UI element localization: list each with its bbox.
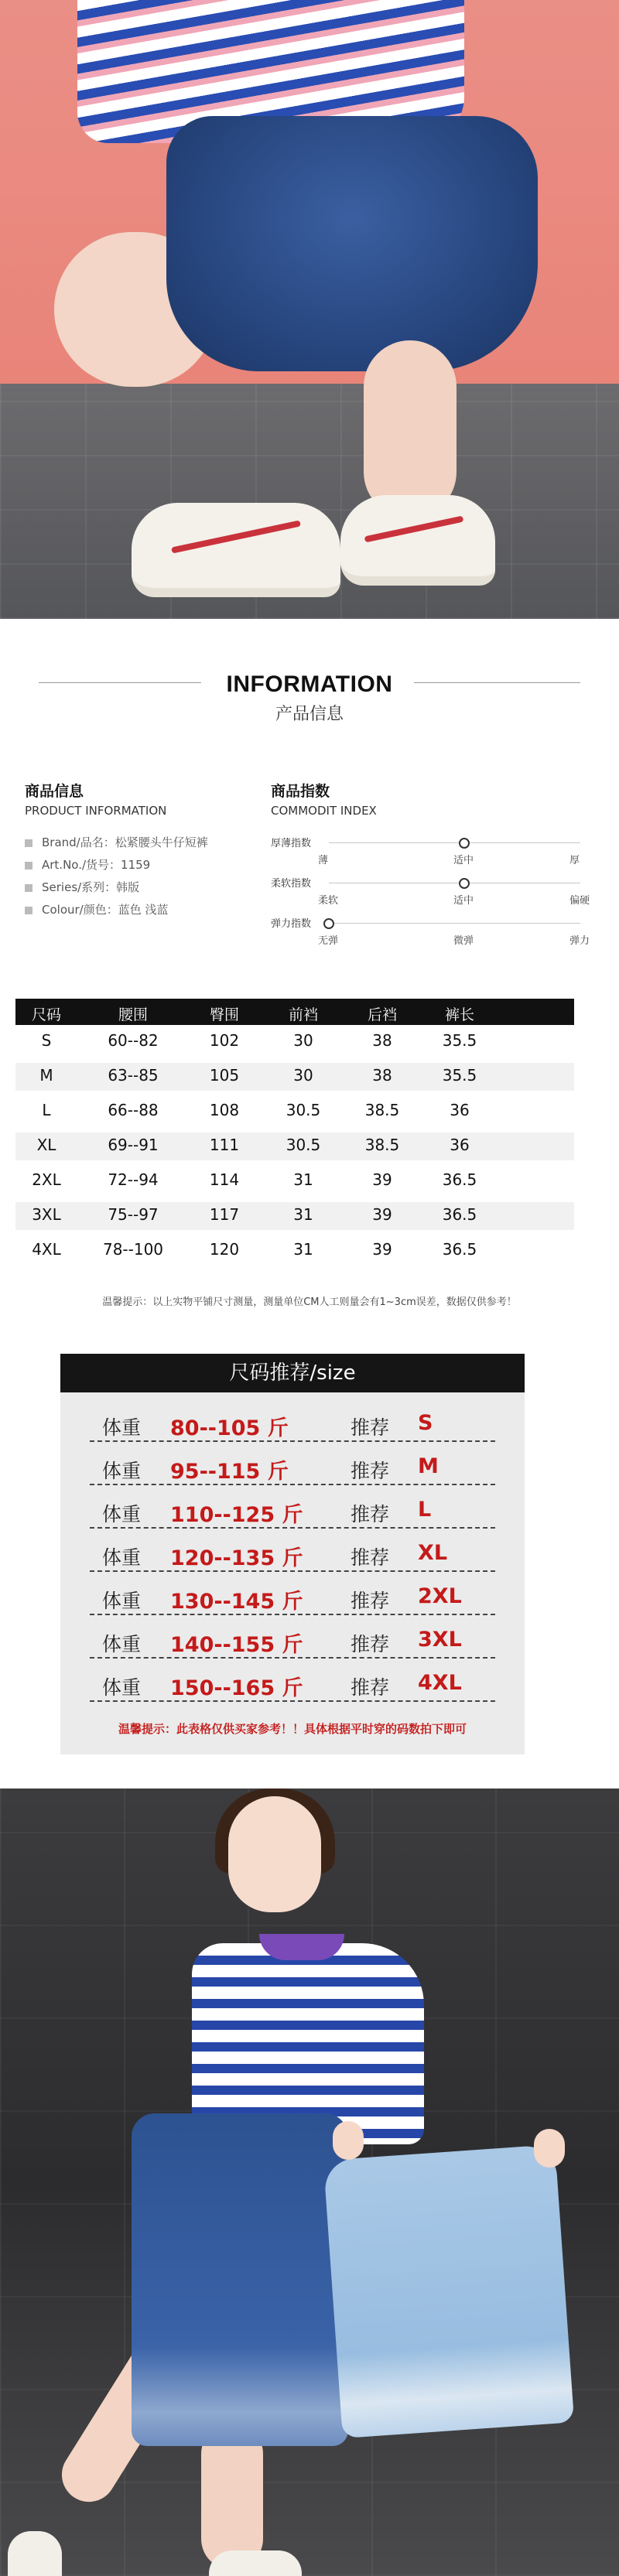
size-table-cell: 66--88 [108, 1101, 159, 1119]
size-table-cell: 36.5 [442, 1170, 477, 1189]
denim-shorts-dark [132, 2113, 348, 2446]
sneaker-left [8, 2531, 62, 2576]
size-table-cell: 36.5 [442, 1205, 477, 1224]
sneaker-left [132, 503, 340, 597]
model-face [228, 1796, 321, 1912]
size-table-header-cell: 后裆 [367, 1006, 397, 1023]
index-scale-label: 柔软指数 [271, 878, 312, 890]
size-table-cell: 30 [293, 1031, 313, 1050]
size-table-cell: 38.5 [364, 1136, 400, 1154]
shirt-collar [259, 1934, 344, 1960]
index-scale-option: 弹力 [569, 935, 590, 947]
weight-label: 体重 [102, 1590, 142, 1612]
size-table-cell: 30.5 [286, 1136, 321, 1154]
denim-shorts-back [166, 116, 538, 371]
size-table-cell: 3XL [32, 1205, 61, 1224]
index-scale-marker [459, 878, 470, 889]
product-info-heading-en: PRODUCT INFORMATION [25, 804, 167, 818]
index-scale-label: 弹力指数 [271, 918, 312, 930]
weight-range: 150--165 斤 [170, 1676, 303, 1700]
recommend-label: 推荐 [351, 1633, 390, 1655]
index-scale [271, 873, 596, 915]
commodity-index [271, 780, 596, 965]
product-info-row: Colour/颜色：蓝色 浅蓝 [25, 899, 280, 921]
index-scale-option: 薄 [318, 855, 329, 866]
recommended-size: 4XL [418, 1671, 462, 1695]
size-table-cell: 117 [209, 1205, 240, 1224]
recommend-row [60, 1575, 525, 1618]
recommended-size: 3XL [418, 1628, 462, 1652]
index-scale [271, 833, 596, 875]
index-scale-track [329, 923, 580, 924]
size-table-cell: 31 [293, 1205, 313, 1224]
index-scale [271, 914, 596, 955]
size-table-cell: 31 [293, 1170, 313, 1189]
product-info [25, 780, 280, 921]
product-info-heading: 商品信息 [25, 783, 84, 800]
size-table-header-cell: 裤长 [444, 1006, 474, 1023]
weight-range: 130--145 斤 [170, 1590, 303, 1614]
recommend-row [60, 1445, 525, 1488]
recommend-row [60, 1662, 525, 1705]
index-scale-option: 无弹 [318, 935, 339, 947]
size-table-cell: 36 [450, 1101, 470, 1119]
dashed-divider [90, 1527, 495, 1529]
recommend-label: 推荐 [351, 1676, 390, 1699]
recommend-row [60, 1618, 525, 1662]
size-table-cell: 36.5 [442, 1240, 477, 1259]
weight-range: 110--125 斤 [170, 1503, 303, 1527]
recommend-label: 推荐 [351, 1416, 390, 1439]
size-table-cell: 75--97 [108, 1205, 159, 1224]
dashed-divider [90, 1570, 495, 1572]
recommend-label: 推荐 [351, 1590, 390, 1612]
size-table-cell: 105 [209, 1066, 240, 1085]
commodity-index-heading-en: COMMODIT INDEX [271, 804, 377, 818]
product-info-row: Art.No./货号：1159 [25, 854, 280, 876]
index-scale-option: 柔软 [318, 895, 339, 907]
recommended-size: S [418, 1411, 433, 1435]
recommended-size: L [418, 1498, 432, 1522]
weight-range: 120--135 斤 [170, 1546, 303, 1570]
product-photo-bottom [0, 1789, 619, 2576]
size-note: 温馨提示：以上实物平铺尺寸测量，测量单位CM人工则量会有1~3cm误差，数据仅供参考！ [102, 1297, 517, 1308]
sneaker-right [340, 495, 495, 586]
size-table-cell: 35.5 [442, 1066, 477, 1085]
bullet-icon [25, 862, 32, 869]
recommend-title: 尺码推荐/size [60, 1354, 525, 1392]
size-table-cell: 78--100 [102, 1240, 164, 1259]
size-table-cell: 102 [209, 1031, 240, 1050]
recommend-label: 推荐 [351, 1546, 390, 1569]
size-table-cell: 108 [209, 1101, 240, 1119]
weight-range: 80--105 斤 [170, 1416, 289, 1440]
size-table-cell: 38 [372, 1031, 392, 1050]
weight-label: 体重 [102, 1460, 142, 1482]
index-scale-marker [323, 918, 334, 929]
index-scale-option: 厚 [569, 855, 580, 866]
index-scale-option: 适中 [453, 895, 474, 907]
index-scale-marker [459, 838, 470, 849]
bullet-icon [25, 884, 32, 892]
recommend-label: 推荐 [351, 1503, 390, 1525]
size-recommendation [60, 1354, 525, 1754]
product-info-row: Brand/品名：松紧腰头牛仔短裤 [25, 832, 280, 854]
size-table-cell: 72--94 [108, 1170, 159, 1189]
weight-range: 95--115 斤 [170, 1460, 289, 1484]
recommended-size: 2XL [418, 1584, 462, 1608]
dashed-divider [90, 1700, 495, 1702]
index-scale-option: 微弹 [453, 935, 474, 947]
size-table-cell: 31 [293, 1240, 313, 1259]
size-table-cell: 114 [209, 1170, 240, 1189]
size-table-cell: XL [36, 1136, 56, 1154]
weight-label: 体重 [102, 1633, 142, 1655]
size-table-cell: 2XL [32, 1170, 61, 1189]
weight-label: 体重 [102, 1416, 142, 1439]
information-subtitle: 产品信息 [275, 705, 344, 724]
weight-label: 体重 [102, 1546, 142, 1569]
size-table-header-cell: 腰围 [118, 1006, 148, 1023]
size-table-cell: S [41, 1031, 52, 1050]
weight-label: 体重 [102, 1676, 142, 1699]
size-table-cell: 63--85 [108, 1066, 159, 1085]
size-table-cell: 38.5 [364, 1101, 400, 1119]
recommend-row [60, 1488, 525, 1532]
weight-label: 体重 [102, 1503, 142, 1525]
size-table-cell: 39 [372, 1170, 392, 1189]
size-table-cell: 4XL [32, 1240, 61, 1259]
bullet-icon [25, 839, 32, 847]
dashed-divider [90, 1440, 495, 1442]
dashed-divider [90, 1657, 495, 1659]
dashed-divider [90, 1484, 495, 1485]
recommended-size: M [418, 1454, 439, 1478]
denim-shorts-light [323, 2144, 574, 2438]
sneaker-right [209, 2550, 302, 2576]
size-table-cell: 38 [372, 1066, 392, 1085]
size-table-header-cell: 臀围 [209, 1006, 239, 1023]
recommended-size: XL [418, 1541, 448, 1565]
index-scale-option: 适中 [453, 855, 474, 866]
information-header [0, 667, 619, 729]
size-table-cell: L [42, 1101, 51, 1119]
product-info-row: Series/系列：韩版 [25, 876, 280, 899]
information-title: INFORMATION [226, 671, 393, 697]
index-scale-track [329, 842, 580, 843]
size-table-header-cell: 前裆 [288, 1006, 318, 1023]
leg-right [364, 340, 457, 518]
commodity-index-heading: 商品指数 [271, 783, 330, 800]
size-table-header-cell: 尺码 [31, 1006, 61, 1023]
size-table-cell: 36 [450, 1136, 470, 1154]
recommend-label: 推荐 [351, 1460, 390, 1482]
size-table-cell: 69--91 [108, 1136, 159, 1154]
size-table-cell: 35.5 [442, 1031, 477, 1050]
hand-right [534, 2129, 565, 2168]
index-scale-label: 厚薄指数 [271, 838, 312, 849]
size-table-cell: M [39, 1066, 53, 1085]
product-photo-top [0, 0, 619, 619]
size-table-cell: 39 [372, 1240, 392, 1259]
size-table-cell: 30 [293, 1066, 313, 1085]
size-table-cell: 120 [209, 1240, 240, 1259]
size-table-cell: 111 [209, 1136, 240, 1154]
recommend-row [60, 1402, 525, 1445]
recommend-row [60, 1532, 525, 1575]
bullet-icon [25, 907, 32, 914]
size-table-cell: 30.5 [286, 1101, 321, 1119]
recommend-tip: 温馨提示：此表格仅供买家参考！！具体根据平时穿的码数拍下即可 [118, 1722, 467, 1736]
hand-left [333, 2121, 364, 2160]
weight-range: 140--155 斤 [170, 1633, 303, 1657]
size-table-cell: 39 [372, 1205, 392, 1224]
index-scale-option: 偏硬 [569, 895, 590, 907]
size-table-cell: 60--82 [108, 1031, 159, 1050]
dashed-divider [90, 1614, 495, 1615]
